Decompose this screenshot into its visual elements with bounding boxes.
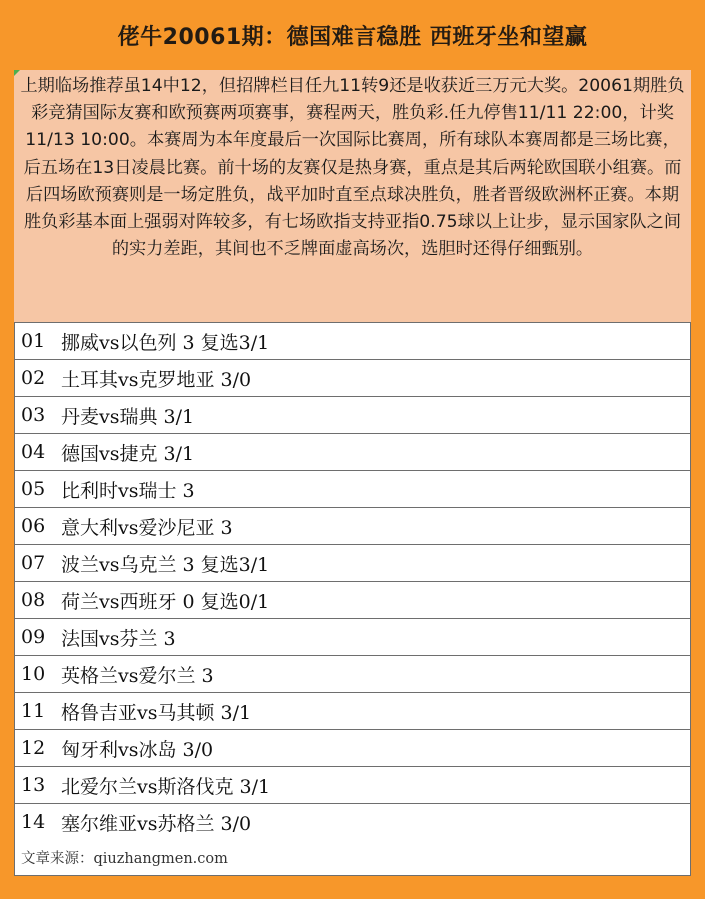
match-number: 12 (21, 737, 46, 759)
article-title: 佬牛20061期：德国难言稳胜 西班牙坐和望赢 (117, 24, 588, 50)
match-number: 13 (21, 774, 46, 796)
match-row (15, 359, 690, 396)
match-number: 06 (21, 515, 46, 537)
match-row (15, 655, 690, 692)
prediction-list (14, 322, 691, 876)
match-text: 格鲁吉亚vs马其顿 3/1 (61, 701, 252, 724)
match-number: 07 (21, 552, 46, 574)
match-number: 08 (21, 589, 46, 611)
match-number: 03 (21, 404, 46, 426)
match-row (15, 322, 690, 359)
corner-marker-icon (14, 70, 20, 76)
match-text: 匈牙利vs冰岛 3/0 (61, 738, 214, 761)
match-text: 丹麦vs瑞典 3/1 (61, 405, 195, 428)
match-text: 英格兰vs爱尔兰 3 (61, 664, 214, 687)
match-number: 02 (21, 367, 46, 389)
match-text: 意大利vs爱沙尼亚 3 (61, 516, 233, 539)
match-text: 比利时vs瑞士 3 (61, 479, 195, 502)
match-number: 11 (21, 700, 46, 722)
match-row (15, 433, 690, 470)
match-text: 北爱尔兰vs斯洛伐克 3/1 (61, 775, 271, 798)
match-row (15, 581, 690, 618)
match-number: 14 (21, 811, 46, 833)
match-number: 04 (21, 441, 46, 463)
match-text: 土耳其vs克罗地亚 3/0 (61, 368, 252, 391)
match-number: 05 (21, 478, 46, 500)
match-text: 挪威vs以色列 3 复选3/1 (61, 331, 270, 354)
match-number: 01 (21, 330, 46, 352)
match-text: 德国vs捷克 3/1 (61, 442, 195, 465)
intro-paragraph: 上期临场推荐虽14中12，但招牌栏目任九11转9还是收获近三万元大奖。20061期胜负彩竞猜国际友赛和欧预赛两项赛事，赛程两天，胜负彩.任九停售11/11 22:00，计奖11/13 10:00。本赛周为本年度最后一次国际比赛周，所有球队本赛周都是三场比赛，后五场在13日凌晨比赛。前十场的友赛仅是热身赛，重点是其后两轮欧国联小组赛。而后四场欧预赛则是一场定胜负，战平加时直至点球决胜负，胜者晋级欧洲杯正赛。本期胜负彩基本面上强弱对阵较多，有七场欧指支持亚指0.75球以上让步，显示国家队之间的实力差距，其间也不乏牌面虚高场次，选胆时还得仔细甄别。 (20, 76, 685, 260)
match-row (15, 803, 690, 840)
match-row (15, 729, 690, 766)
match-row (15, 396, 690, 433)
match-number: 10 (21, 663, 46, 685)
match-row (15, 692, 690, 729)
match-row (15, 766, 690, 803)
match-text: 法国vs芬兰 3 (61, 627, 176, 650)
match-text: 荷兰vs西班牙 0 复选0/1 (61, 590, 270, 613)
match-row (15, 470, 690, 507)
match-row (15, 544, 690, 581)
match-text: 波兰vs乌克兰 3 复选3/1 (61, 553, 270, 576)
match-row (15, 618, 690, 655)
match-number: 09 (21, 626, 46, 648)
match-row (15, 507, 690, 544)
article-source: 文章来源：qiuzhangmen.com (15, 840, 690, 876)
intro-paragraph-box (14, 70, 691, 322)
match-text: 塞尔维亚vs苏格兰 3/0 (61, 812, 252, 835)
